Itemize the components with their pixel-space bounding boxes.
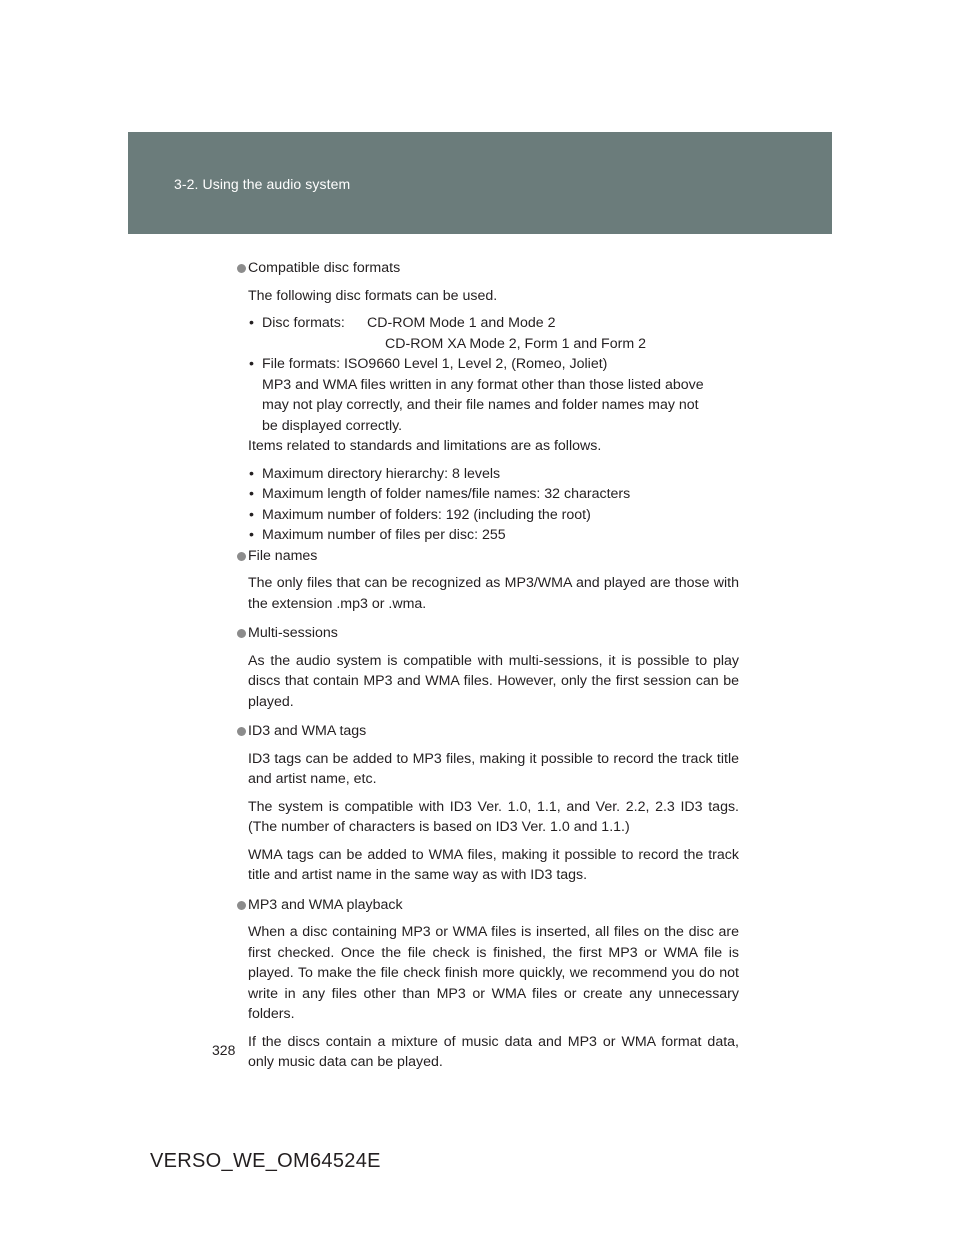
playback-paragraph: If the discs contain a mixture of music data and MP3 or WMA format data, only music data can be played. bbox=[248, 1033, 739, 1070]
list-item: • Maximum length of folder names/file names: 32 characters bbox=[248, 484, 739, 505]
disc-format-value: CD-ROM XA Mode 2, Form 1 and Form 2 bbox=[385, 335, 646, 352]
list-item: • Maximum directory hierarchy: 8 levels bbox=[248, 464, 739, 485]
file-names-text: The only files that can be recognized as MP3/WMA and played are those with the extension .mp3 or .wma. bbox=[248, 575, 739, 612]
bullet-icon: • bbox=[249, 356, 254, 372]
file-formats-note: MP3 and WMA files written in any format other than those listed above bbox=[262, 376, 704, 393]
playback-paragraph: When a disc containing MP3 or WMA files is inserted, all files on the disc are first checked. Once the file check is finished, the first MP3 or WMA file is played. To make the file check finish more quickly, we recommend you do not write in any files other than MP3 or WMA files or create any unnecessary folders. bbox=[248, 924, 739, 1022]
bullet-icon: • bbox=[249, 486, 254, 502]
disc-formats-intro: The following disc formats can be used. bbox=[248, 287, 498, 304]
circle-bullet-icon bbox=[237, 901, 246, 910]
list-item: • Maximum number of files per disc: 255 bbox=[248, 525, 739, 546]
list-item bbox=[248, 313, 739, 354]
heading-playback: MP3 and WMA playback bbox=[236, 895, 739, 916]
circle-bullet-icon bbox=[237, 264, 246, 273]
id3-paragraph: The system is compatible with ID3 Ver. 1.0, 1.1, and Ver. 2.2, 2.3 ID3 tags. (The number of characters is based on ID3 Ver. 1.0 and 1.1.) bbox=[248, 798, 739, 835]
heading-id3-wma-tags: ID3 and WMA tags bbox=[236, 721, 739, 742]
disc-formats-list bbox=[236, 313, 739, 436]
circle-bullet-icon bbox=[237, 629, 246, 638]
heading-multi-sessions: Multi-sessions bbox=[236, 623, 739, 644]
bullet-icon: • bbox=[249, 465, 254, 482]
bullet-icon: • bbox=[249, 527, 254, 543]
disc-formats-label: Disc formats: bbox=[262, 315, 345, 331]
file-formats-label: File formats: ISO9660 Level 1, Level 2, (Romeo, Joliet) bbox=[262, 356, 608, 372]
id3-paragraph: ID3 tags can be added to MP3 files, making it possible to record the track title and artist name, etc. bbox=[248, 750, 739, 787]
multi-sessions-text: As the audio system is compatible with multi-sessions, it is possible to play discs that contain MP3 and WMA files. However, only the first session can be played. bbox=[248, 652, 739, 710]
section-header-band bbox=[128, 132, 832, 234]
page-number: 328 bbox=[212, 1042, 236, 1058]
circle-bullet-icon bbox=[237, 552, 246, 561]
id3-paragraph: WMA tags can be added to WMA files, making it possible to record the track title and artist name in the same way as with ID3 tags. bbox=[248, 846, 739, 883]
limits-list bbox=[236, 464, 739, 546]
list-item bbox=[248, 354, 739, 436]
heading-file-names: File names bbox=[236, 546, 739, 567]
document-code: VERSO_WE_OM64524E bbox=[150, 1150, 381, 1172]
list-item: • Maximum number of folders: 192 (including the root) bbox=[248, 505, 739, 526]
bullet-icon: • bbox=[249, 315, 254, 331]
file-formats-note: may not play correctly, and their file names and folder names may not bbox=[262, 397, 699, 413]
file-formats-note: be displayed correctly. bbox=[262, 417, 403, 434]
circle-bullet-icon bbox=[237, 727, 246, 736]
section-title: 3-2. Using the audio system bbox=[174, 176, 351, 192]
disc-format-value: CD-ROM Mode 1 and Mode 2 bbox=[367, 315, 556, 331]
page-content bbox=[236, 258, 739, 1073]
standards-intro: Items related to standards and limitations are as follows. bbox=[248, 438, 602, 454]
heading-disc-formats: Compatible disc formats bbox=[236, 258, 739, 279]
bullet-icon: • bbox=[249, 506, 254, 523]
